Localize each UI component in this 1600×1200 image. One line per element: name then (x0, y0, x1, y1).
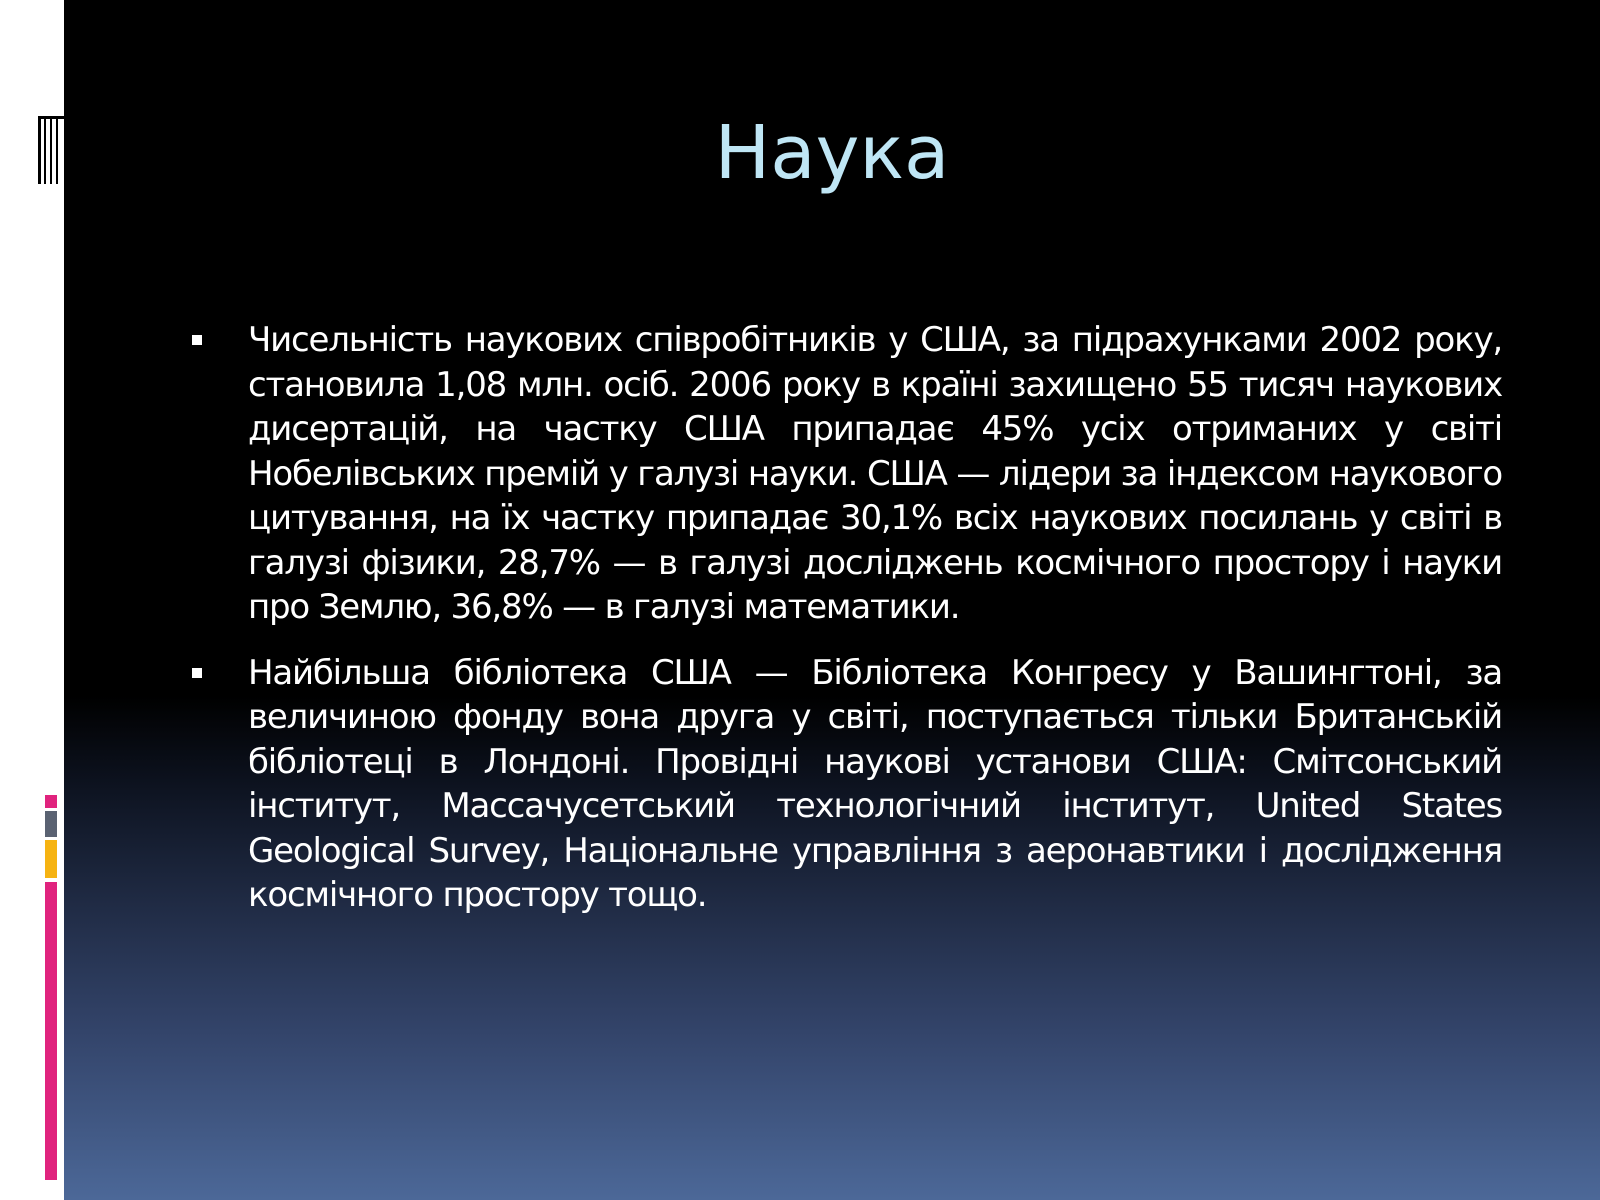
accent-bar-pink-long (45, 882, 57, 1180)
square-bullet-icon (192, 335, 202, 345)
accent-bar-yellow (45, 840, 57, 878)
bullet-item (190, 318, 1502, 630)
vertical-lines-decoration (38, 116, 64, 184)
square-bullet-icon (192, 668, 202, 678)
bullet-item (190, 651, 1502, 918)
bullet-text: Найбільша бібліотека США — Бібліотека Конгресу у Вашингтоні, за величиною фонду вона друга у світі, поступається тільки Британській бібліотеці в Лондоні. Провідні наукові установи США: Смітсонський інститут, Массачусетський технологічний інститут, United States Geological Survey, Національне управління з аеронавтики і дослідження космічного простору тощо. (248, 652, 1502, 915)
bullet-list (190, 318, 1502, 939)
accent-bar-gray (45, 811, 57, 837)
bullet-text: Чисельність наукових співробітників у США, за підрахунками 2002 року, становила 1,08 млн. осіб. 2006 року в країні захищено 55 тисяч наукових дисертацій, на частку США припадає 45% усіх отриманих у світі Нобелівських премій у галузі науки. США — лідери за індексом наукового цитування, на їх частку припадає 30,1% всіх наукових посилань у світі в галузі фізики, 28,7% — в галузі досліджень космічного простору і науки про Землю, 36,8% — в галузі математики. (248, 320, 1502, 627)
slide-title: Наука (714, 110, 950, 196)
accent-bar-pink-small (45, 795, 57, 808)
